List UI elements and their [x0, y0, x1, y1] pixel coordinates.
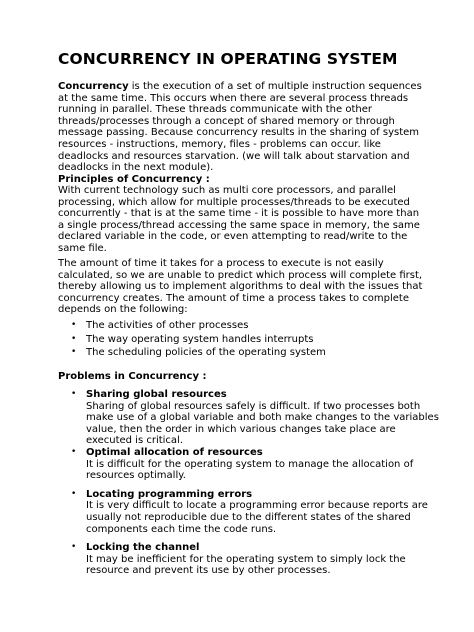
list-item [58, 347, 438, 361]
bullet-icon: • [71, 542, 77, 553]
problem-text: It may be inefficient for the operating system to simply lock the resource and prevent its use by other processes. [86, 553, 406, 577]
problem-text: Sharing of global resources safely is difficult. If two processes both make use of a global variable and both make changes to the variables value, then the order in which various changes take place are executed is critical. [86, 400, 439, 447]
list-item [58, 320, 438, 334]
list-item [58, 489, 438, 535]
bullet-icon: • [71, 320, 77, 330]
problem-title: Locking the channel [86, 542, 200, 554]
problems-heading: Problems in Concurrency : [58, 371, 207, 382]
factor-text: The activities of other processes [86, 320, 249, 331]
time-paragraph: The amount of time it takes for a process to execute is not easily calculated, so we are unable to predict which process will complete first, thereby allowing us to implement algorithms to deal with the issues that concurrency creates. The amount of time a process takes to complete depends on the following: [58, 258, 423, 316]
bullet-icon: • [71, 347, 77, 357]
problem-title: Sharing global resources [86, 389, 227, 400]
intro-paragraph [58, 81, 428, 174]
list-item [58, 447, 438, 482]
principles-heading: Principles of Concurrency : [58, 174, 210, 185]
problems-list [58, 389, 438, 577]
factor-text: The scheduling policies of the operating system [86, 347, 326, 358]
bullet-icon: • [71, 333, 77, 344]
bullet-icon: • [71, 389, 77, 399]
bullet-icon: • [71, 446, 77, 457]
factor-text: The way operating system handles interrupts [86, 333, 314, 345]
list-item [58, 542, 438, 577]
intro-text: is the execution of a set of multiple instruction sequences at the same time. This occurs when there are several process threads running in parallel. These threads communicate with the other threads/processes through a concept of shared memory or through message passing. Because concurrency results in the sharing of system resources - instructions, memory, files - problems can occur. like deadlocks and resources starvation. (we will talk about starvation and deadlocks in the next module). [58, 81, 422, 174]
intro-term: Concurrency [58, 81, 129, 92]
problem-title: Locating programming errors [86, 488, 253, 500]
problem-text: It is difficult for the operating system to manage the allocation of resources optimally. [86, 458, 414, 482]
bullet-icon: • [71, 488, 77, 499]
problem-text: It is very difficult to locate a programming error because reports are usually not reproducible due to the different states of the shared components each time the code runs. [86, 500, 428, 535]
principles-paragraph: With current technology such as multi core processors, and parallel processing, which allow for multiple processes/threads to be executed concurrently - that is at the same time - it is possible to have more than a single process/thread accessing the same space in memory, the same declared variable in the code, or even attempting to read/write to the same file. [58, 185, 420, 254]
factors-list [58, 320, 438, 361]
problem-title: Optimal allocation of resources [86, 446, 263, 458]
list-item [58, 334, 438, 348]
list-item [58, 389, 438, 447]
page-title: CONCURRENCY IN OPERATING SYSTEM [58, 50, 398, 68]
